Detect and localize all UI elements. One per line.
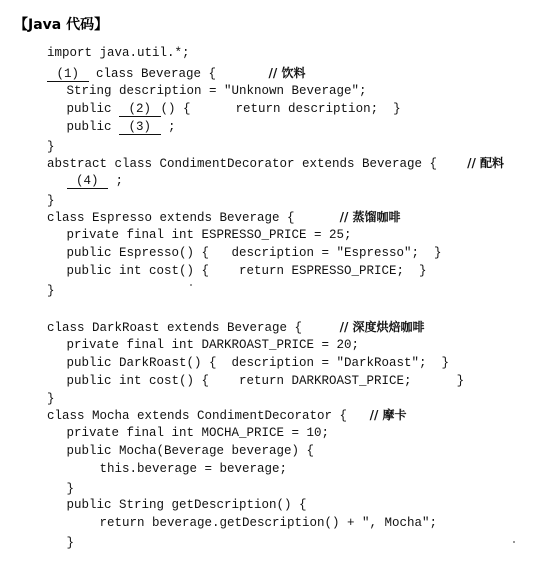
code-line xyxy=(47,194,55,208)
code-text: } xyxy=(47,140,55,154)
fill-in-blank: (2) xyxy=(121,102,159,116)
code-text: public String getDescription() { xyxy=(59,498,307,512)
code-text: public Espresso() { description = "Espresso"; } xyxy=(59,246,442,260)
code-line xyxy=(77,462,287,476)
code-line xyxy=(47,156,504,171)
code-line xyxy=(47,320,425,335)
code-text: abstract class CondimentDecorator extends Beverage { xyxy=(47,157,468,171)
fill-in-blank: (4) xyxy=(68,174,107,188)
code-text xyxy=(59,174,67,188)
code-comment: // 深度烘焙咖啡 xyxy=(339,320,425,334)
code-line xyxy=(47,66,306,82)
code-text: } xyxy=(47,284,55,298)
code-text: public int cost() { return DARKROAST_PRICE; } xyxy=(59,374,465,388)
code-text: class Mocha extends CondimentDecorator { xyxy=(47,409,370,423)
code-line xyxy=(47,46,190,60)
code-text: public Mocha(Beverage beverage) { xyxy=(59,444,315,458)
code-line xyxy=(47,284,55,298)
code-line xyxy=(47,210,401,225)
code-text: class Espresso extends Beverage { xyxy=(47,211,340,225)
code-line xyxy=(59,120,176,135)
section-heading: 【Java 代码】 xyxy=(14,17,109,33)
code-text: ; xyxy=(108,174,124,188)
code-text: } xyxy=(47,194,55,208)
code-text: () { return description; } xyxy=(160,102,401,116)
code-text: public xyxy=(59,120,120,134)
fill-in-blank: (1) xyxy=(49,67,87,81)
code-line xyxy=(59,102,401,117)
code-text: this.beverage = beverage; xyxy=(77,462,288,476)
code-line xyxy=(59,246,442,260)
fill-in-blank: (3) xyxy=(121,120,159,134)
code-text: private final int MOCHA_PRICE = 10; xyxy=(59,426,330,440)
code-line xyxy=(47,140,55,154)
code-comment: // 饮料 xyxy=(268,66,306,80)
code-text: } xyxy=(47,392,55,406)
code-text: public int cost() { return ESPRESSO_PRICE; } xyxy=(59,264,427,278)
code-line xyxy=(59,374,464,388)
code-text: } xyxy=(59,482,75,496)
code-line xyxy=(59,498,307,512)
code-line xyxy=(47,408,407,423)
code-comment: // 配料 xyxy=(467,156,505,170)
code-line xyxy=(77,516,437,530)
code-line xyxy=(59,84,367,98)
code-line xyxy=(59,228,352,242)
code-text: class DarkRoast extends Beverage { xyxy=(47,321,340,335)
scan-speck xyxy=(513,541,515,543)
code-line xyxy=(59,482,74,496)
code-text: ; xyxy=(160,120,176,134)
code-text: public xyxy=(59,102,120,116)
code-text: } xyxy=(59,536,75,550)
code-comment: // 蒸馏咖啡 xyxy=(339,210,401,224)
code-text: return beverage.getDescription() + ", Mocha"; xyxy=(77,516,438,530)
code-line xyxy=(47,392,55,406)
code-text: private final int DARKROAST_PRICE = 20; xyxy=(59,338,360,352)
code-line xyxy=(59,174,123,189)
code-line xyxy=(59,444,314,458)
code-line xyxy=(59,264,427,278)
code-line xyxy=(59,536,74,550)
code-line xyxy=(59,426,329,440)
scan-speck xyxy=(190,284,192,286)
code-text: String description = "Unknown Beverage"; xyxy=(59,84,367,98)
code-text: class Beverage { xyxy=(88,67,269,81)
code-text: public DarkRoast() { description = "DarkRoast"; } xyxy=(59,356,450,370)
code-line xyxy=(59,338,359,352)
code-line xyxy=(59,356,449,370)
code-text: private final int ESPRESSO_PRICE = 25; xyxy=(59,228,352,242)
code-text: import java.util.*; xyxy=(47,46,190,60)
code-comment: // 摩卡 xyxy=(369,408,407,422)
